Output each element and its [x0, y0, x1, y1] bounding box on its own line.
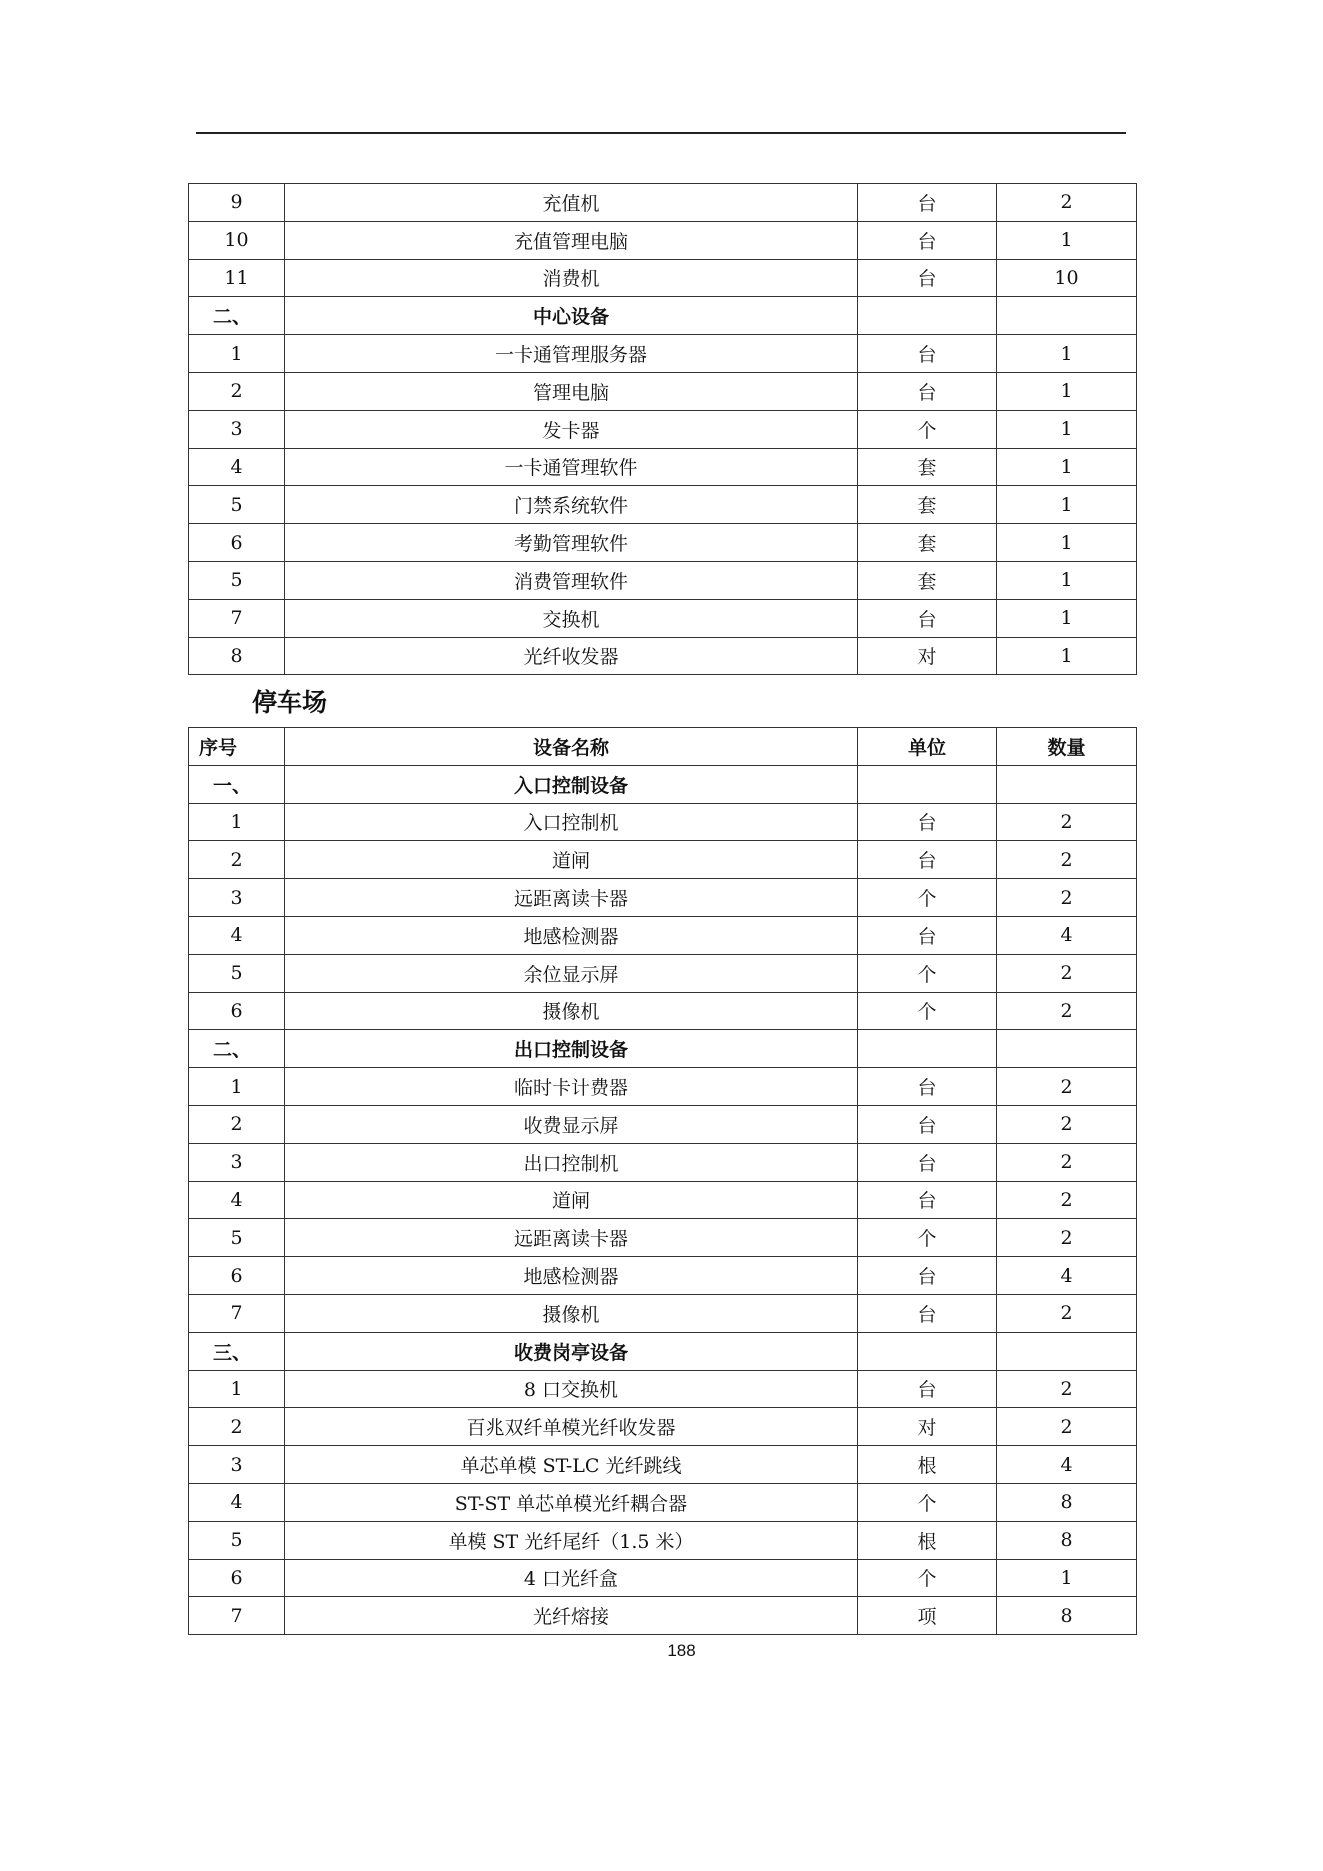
- cell-name: 光纤熔接: [285, 1597, 858, 1635]
- cell-unit: 台: [858, 916, 997, 954]
- cell-unit: 台: [858, 841, 997, 879]
- table-row: [189, 1257, 1137, 1295]
- table-row: [189, 1559, 1137, 1597]
- cell-no: 1: [189, 335, 285, 373]
- cell-unit: 个: [858, 1559, 997, 1597]
- cell-no: 5: [189, 561, 285, 599]
- cell-qty: 2: [997, 184, 1137, 222]
- cell-unit: 个: [858, 954, 997, 992]
- cell-no: 三、: [189, 1332, 285, 1370]
- table-row: [189, 916, 1137, 954]
- cell-unit: 套: [858, 524, 997, 562]
- table-row: [189, 992, 1137, 1030]
- section-row: [189, 1030, 1137, 1068]
- cell-unit: 个: [858, 1483, 997, 1521]
- cell-no: 3: [189, 1143, 285, 1181]
- cell-unit: 根: [858, 1446, 997, 1484]
- cell-qty: 1: [997, 1559, 1137, 1597]
- cell-no: 5: [189, 1521, 285, 1559]
- table-header-row: [189, 728, 1137, 766]
- cell-qty: 2: [997, 1408, 1137, 1446]
- table-row: [189, 561, 1137, 599]
- cell-unit: 台: [858, 372, 997, 410]
- cell-qty: 8: [997, 1483, 1137, 1521]
- cell-unit: [858, 1332, 997, 1370]
- cell-unit: [858, 765, 997, 803]
- cell-name: 发卡器: [285, 410, 858, 448]
- cell-qty: 1: [997, 524, 1137, 562]
- cell-unit: 台: [858, 1257, 997, 1295]
- table-row: [189, 1521, 1137, 1559]
- cell-no: 6: [189, 1559, 285, 1597]
- table-row: [189, 879, 1137, 917]
- cell-name: 道闸: [285, 1181, 858, 1219]
- table-row: [189, 954, 1137, 992]
- cell-no: 11: [189, 259, 285, 297]
- table-row: [189, 410, 1137, 448]
- parking-table-body: [189, 728, 1137, 1635]
- cell-unit: 根: [858, 1521, 997, 1559]
- cell-name: 消费机: [285, 259, 858, 297]
- cell-unit: 台: [858, 1370, 997, 1408]
- cell-unit: [858, 1030, 997, 1068]
- cell-no: 5: [189, 486, 285, 524]
- cell-name: 单芯单模 ST-LC 光纤跳线: [285, 1446, 858, 1484]
- cell-unit: 台: [858, 335, 997, 373]
- cell-name: 门禁系统软件: [285, 486, 858, 524]
- cell-qty: 1: [997, 561, 1137, 599]
- cell-unit: 台: [858, 221, 997, 259]
- cell-qty: [997, 1332, 1137, 1370]
- header-rule: [196, 132, 1126, 134]
- cell-qty: 8: [997, 1597, 1137, 1635]
- cell-unit: 台: [858, 1143, 997, 1181]
- cell-qty: 4: [997, 1446, 1137, 1484]
- section-title-parking: 停车场: [252, 688, 328, 717]
- cell-unit: 个: [858, 992, 997, 1030]
- cell-no: 7: [189, 1597, 285, 1635]
- cell-qty: 4: [997, 1257, 1137, 1295]
- cell-name: 充值机: [285, 184, 858, 222]
- table-row: [189, 221, 1137, 259]
- table-row: [189, 841, 1137, 879]
- cell-unit: 台: [858, 184, 997, 222]
- cell-name: 考勤管理软件: [285, 524, 858, 562]
- cell-qty: 2: [997, 879, 1137, 917]
- cell-no: 7: [189, 1294, 285, 1332]
- cell-qty: [997, 1030, 1137, 1068]
- cell-qty: 2: [997, 1219, 1137, 1257]
- cell-name: 地感检测器: [285, 1257, 858, 1295]
- table-row: [189, 803, 1137, 841]
- cell-name: 收费岗亭设备: [285, 1332, 858, 1370]
- cell-no: 5: [189, 954, 285, 992]
- table-row: [189, 184, 1137, 222]
- header-name: 设备名称: [285, 728, 858, 766]
- cell-name: 地感检测器: [285, 916, 858, 954]
- cell-qty: 1: [997, 637, 1137, 675]
- cell-no: 1: [189, 803, 285, 841]
- cell-name: 临时卡计费器: [285, 1068, 858, 1106]
- cell-name: 余位显示屏: [285, 954, 858, 992]
- section-row: [189, 297, 1137, 335]
- table-row: [189, 1408, 1137, 1446]
- cell-name: 中心设备: [285, 297, 858, 335]
- cell-no: 7: [189, 599, 285, 637]
- cell-no: 2: [189, 372, 285, 410]
- cell-qty: 1: [997, 599, 1137, 637]
- cell-unit: 对: [858, 637, 997, 675]
- cell-no: 二、: [189, 297, 285, 335]
- cell-qty: 1: [997, 410, 1137, 448]
- header-no: 序号: [189, 728, 285, 766]
- table-row: [189, 524, 1137, 562]
- equipment-table-continued: [188, 183, 1137, 675]
- cell-qty: 2: [997, 1181, 1137, 1219]
- page-number: 188: [667, 1641, 696, 1660]
- cell-unit: 套: [858, 561, 997, 599]
- cell-qty: 2: [997, 954, 1137, 992]
- cell-no: 1: [189, 1370, 285, 1408]
- cell-qty: 1: [997, 448, 1137, 486]
- cell-unit: 台: [858, 803, 997, 841]
- cell-qty: [997, 297, 1137, 335]
- cell-qty: 2: [997, 992, 1137, 1030]
- cell-no: 6: [189, 1257, 285, 1295]
- table-row: [189, 1105, 1137, 1143]
- cell-name: 远距离读卡器: [285, 1219, 858, 1257]
- table-row: [189, 637, 1137, 675]
- table-row: [189, 486, 1137, 524]
- cell-no: 4: [189, 1483, 285, 1521]
- cell-unit: 台: [858, 1294, 997, 1332]
- cell-qty: 2: [997, 1068, 1137, 1106]
- cell-no: 3: [189, 410, 285, 448]
- cell-name: 摄像机: [285, 1294, 858, 1332]
- cell-unit: 项: [858, 1597, 997, 1635]
- cell-qty: 2: [997, 803, 1137, 841]
- table-row: [189, 259, 1137, 297]
- cell-no: 1: [189, 1068, 285, 1106]
- header-unit: 单位: [858, 728, 997, 766]
- cell-name: 交换机: [285, 599, 858, 637]
- cell-name: 入口控制设备: [285, 765, 858, 803]
- cell-name: 8 口交换机: [285, 1370, 858, 1408]
- cell-qty: 1: [997, 372, 1137, 410]
- cell-no: 一、: [189, 765, 285, 803]
- cell-name: 入口控制机: [285, 803, 858, 841]
- cell-name: 出口控制机: [285, 1143, 858, 1181]
- section-row: [189, 1332, 1137, 1370]
- cell-no: 8: [189, 637, 285, 675]
- cell-no: 二、: [189, 1030, 285, 1068]
- cell-name: 光纤收发器: [285, 637, 858, 675]
- cell-name: 充值管理电脑: [285, 221, 858, 259]
- equipment-table-body: [189, 184, 1137, 675]
- cell-no: 2: [189, 1105, 285, 1143]
- cell-qty: 8: [997, 1521, 1137, 1559]
- cell-name: 摄像机: [285, 992, 858, 1030]
- cell-name: 管理电脑: [285, 372, 858, 410]
- cell-unit: 台: [858, 1068, 997, 1106]
- cell-no: 4: [189, 1181, 285, 1219]
- table-row: [189, 599, 1137, 637]
- cell-unit: 台: [858, 1105, 997, 1143]
- cell-unit: 台: [858, 1181, 997, 1219]
- section-row: [189, 765, 1137, 803]
- table-row: [189, 1370, 1137, 1408]
- cell-qty: 1: [997, 486, 1137, 524]
- table-row: [189, 1068, 1137, 1106]
- table-row: [189, 372, 1137, 410]
- cell-qty: 1: [997, 335, 1137, 373]
- cell-no: 9: [189, 184, 285, 222]
- cell-qty: [997, 765, 1137, 803]
- table-row: [189, 1294, 1137, 1332]
- cell-no: 5: [189, 1219, 285, 1257]
- cell-qty: 2: [997, 1370, 1137, 1408]
- cell-no: 3: [189, 1446, 285, 1484]
- table-row: [189, 335, 1137, 373]
- cell-name: 4 口光纤盒: [285, 1559, 858, 1597]
- cell-name: 一卡通管理服务器: [285, 335, 858, 373]
- cell-unit: 个: [858, 410, 997, 448]
- cell-name: 消费管理软件: [285, 561, 858, 599]
- table-row: [189, 448, 1137, 486]
- cell-unit: 对: [858, 1408, 997, 1446]
- cell-name: 出口控制设备: [285, 1030, 858, 1068]
- table-row: [189, 1181, 1137, 1219]
- cell-name: ST-ST 单芯单模光纤耦合器: [285, 1483, 858, 1521]
- cell-no: 2: [189, 1408, 285, 1446]
- cell-qty: 4: [997, 916, 1137, 954]
- cell-name: 一卡通管理软件: [285, 448, 858, 486]
- cell-name: 单模 ST 光纤尾纤（1.5 米）: [285, 1521, 858, 1559]
- table-row: [189, 1483, 1137, 1521]
- cell-unit: 台: [858, 599, 997, 637]
- cell-no: 2: [189, 841, 285, 879]
- cell-qty: 1: [997, 221, 1137, 259]
- cell-no: 6: [189, 524, 285, 562]
- header-qty: 数量: [997, 728, 1137, 766]
- cell-unit: 台: [858, 259, 997, 297]
- cell-no: 6: [189, 992, 285, 1030]
- cell-qty: 2: [997, 1143, 1137, 1181]
- cell-unit: 套: [858, 486, 997, 524]
- cell-qty: 2: [997, 1105, 1137, 1143]
- cell-no: 4: [189, 448, 285, 486]
- cell-unit: 个: [858, 879, 997, 917]
- cell-unit: [858, 297, 997, 335]
- cell-name: 道闸: [285, 841, 858, 879]
- table-row: [189, 1597, 1137, 1635]
- table-row: [189, 1143, 1137, 1181]
- cell-qty: 2: [997, 1294, 1137, 1332]
- cell-name: 百兆双纤单模光纤收发器: [285, 1408, 858, 1446]
- table-row: [189, 1219, 1137, 1257]
- cell-unit: 个: [858, 1219, 997, 1257]
- cell-no: 10: [189, 221, 285, 259]
- cell-no: 4: [189, 916, 285, 954]
- cell-qty: 2: [997, 841, 1137, 879]
- cell-no: 3: [189, 879, 285, 917]
- parking-equipment-table: [188, 727, 1137, 1635]
- cell-name: 远距离读卡器: [285, 879, 858, 917]
- cell-qty: 10: [997, 259, 1137, 297]
- table-row: [189, 1446, 1137, 1484]
- cell-name: 收费显示屏: [285, 1105, 858, 1143]
- cell-unit: 套: [858, 448, 997, 486]
